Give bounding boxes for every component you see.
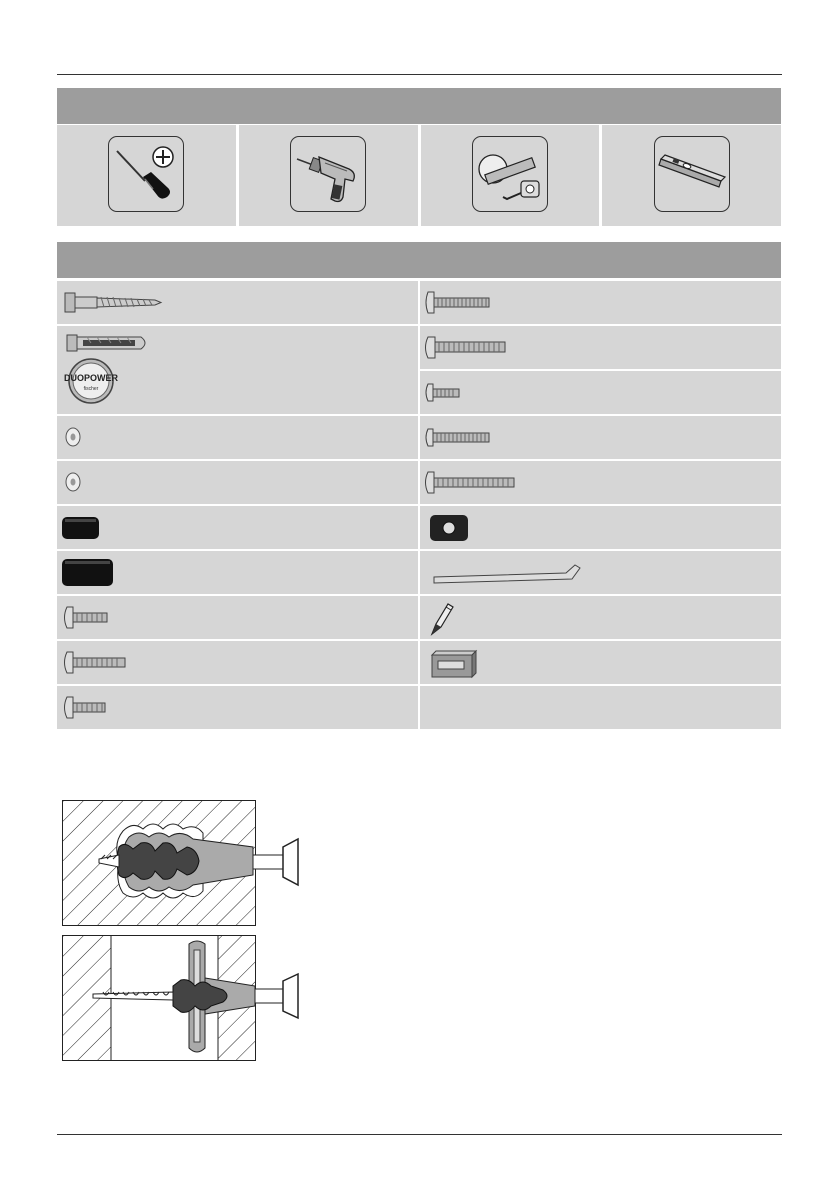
drill-icon — [290, 136, 366, 212]
part-screw-1 — [420, 281, 781, 324]
screw-long-icon — [57, 641, 418, 684]
washer-icon — [57, 416, 418, 459]
part-washer-2 — [57, 461, 418, 504]
screw-icon — [420, 281, 781, 324]
spacer-large-icon — [57, 551, 418, 594]
tool-cell-level — [602, 125, 781, 226]
screw-long-icon — [420, 326, 781, 369]
part-screw-4 — [420, 416, 781, 459]
plug-in-hollow-wall-diagram — [62, 935, 256, 1061]
part-screw-6 — [57, 596, 418, 639]
adapter-plate-icon — [420, 506, 781, 549]
part-wall-plug — [57, 326, 418, 414]
part-lag-screw — [57, 281, 418, 324]
part-pencil — [420, 596, 781, 639]
parts-header-band — [57, 242, 781, 278]
tape-measure-icon — [472, 136, 548, 212]
top-rule — [57, 74, 782, 75]
screw-icon — [420, 416, 781, 459]
screwdriver-icon — [108, 136, 184, 212]
spirit-level-icon — [654, 136, 730, 212]
part-screw-3 — [420, 371, 781, 414]
parts-grid — [57, 281, 781, 729]
tool-cell-measure — [421, 125, 600, 226]
part-adapter-plate — [420, 506, 781, 549]
tool-cell-screwdriver — [57, 125, 236, 226]
part-empty — [420, 686, 781, 729]
part-spacer-2 — [57, 551, 418, 594]
plug-in-solid-wall-icon — [63, 801, 308, 925]
part-screw-8 — [57, 686, 418, 729]
tools-header-band — [57, 88, 781, 124]
plug-in-solid-wall-diagram — [62, 800, 256, 926]
allen-key-icon — [420, 551, 781, 594]
wall-plug-icon — [57, 326, 418, 414]
duopower-logo-text: DUOPOWER — [64, 373, 118, 383]
pencil-icon — [420, 596, 781, 639]
plug-in-hollow-wall-icon — [63, 936, 308, 1060]
duopower-logo-subtext: fischer — [83, 386, 99, 392]
tools-row — [57, 125, 781, 226]
bottom-rule — [57, 1134, 782, 1135]
part-screw-5 — [420, 461, 781, 504]
screw-short-icon — [57, 686, 418, 729]
lag-screw-icon — [57, 281, 418, 324]
part-spirit-level-block — [420, 641, 781, 684]
part-washer-1 — [57, 416, 418, 459]
part-spacer-1 — [57, 506, 418, 549]
part-screw-7 — [57, 641, 418, 684]
part-allen-key — [420, 551, 781, 594]
spacer-icon — [57, 506, 418, 549]
screw-short-icon — [57, 596, 418, 639]
part-screw-2 — [420, 326, 781, 369]
washer-icon — [57, 461, 418, 504]
screw-short-icon — [420, 371, 781, 414]
spirit-level-block-icon — [420, 641, 781, 684]
tool-cell-drill — [239, 125, 418, 226]
screw-long-icon — [420, 461, 781, 504]
